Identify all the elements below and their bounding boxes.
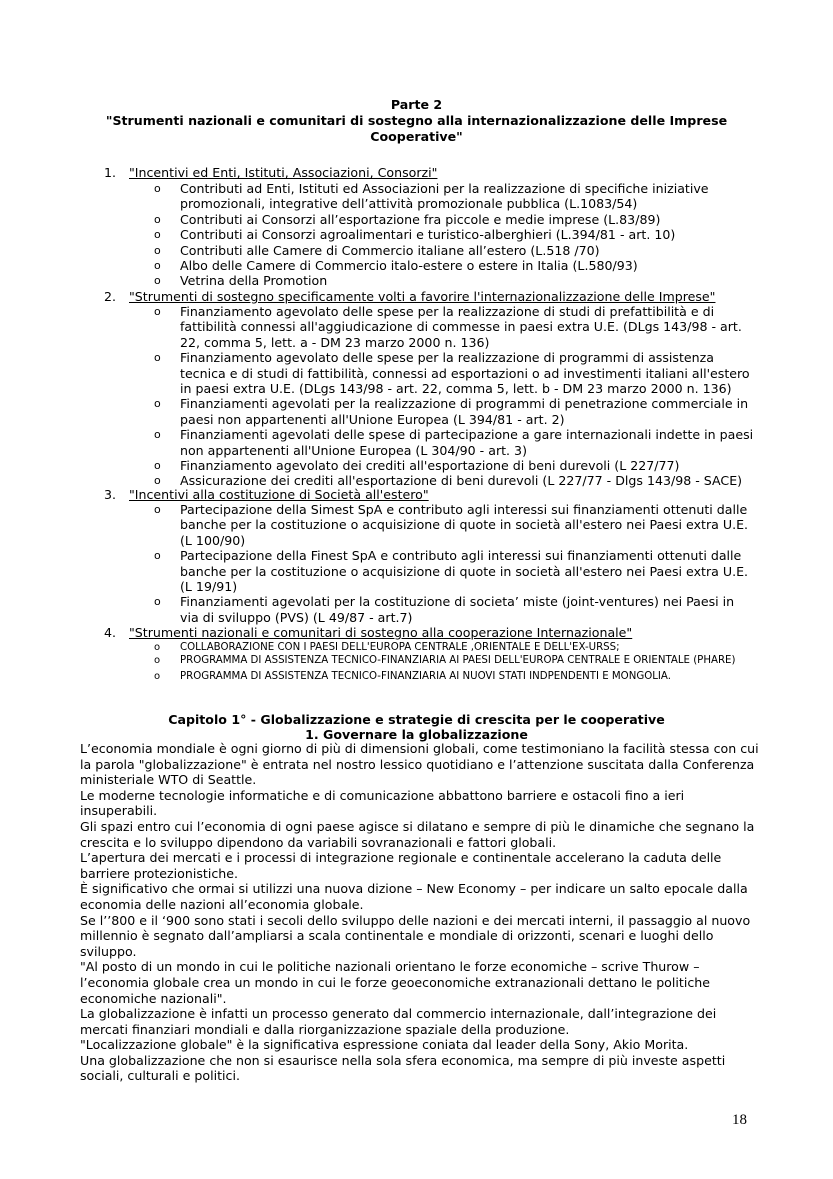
paragraph: Se l’’800 e il ‘900 sono stati i secoli dello sviluppo delle nazioni e dei mercati interni, il passaggio al nuovo millennio è segnato dall’ampliarsi a scala continentale e mondiale di orizzonti, scenari e luoghi dello sviluppo. [80,912,751,959]
chapter-body [80,741,761,1084]
list-item: o Finanziamento agevolato delle spese per la realizzazione di studi di prefattibilità e di fattibilità connessi all'aggiudicazione di commesse in paesi extra U.E. (DLgs 143/98 - art. 22, comma 5, lett. a - DM 23 marzo 2000 n. 136) [180,304,756,350]
section-2-list [180,304,756,489]
list-item: o Partecipazione della Finest SpA e contributo agli interessi sui finanziamenti ottenuti dalle banche per la costituzione o acquisizione di quote in società all'estero nei Paesi extra U.E. (L 19/91) [180,548,756,594]
section-number: 3. [104,487,117,502]
section-title-text: "Incentivi ed Enti, Istituti, Associazioni, Consorzi" [129,165,438,180]
section-title-text: "Strumenti di sostegno specificamente volti a favorire l'internazionalizzazione delle Imprese" [129,289,716,304]
section-title-text: "Strumenti nazionali e comunitari di sostegno alla cooperazione Internazionale" [129,625,633,640]
page-number: 18 [732,1112,747,1128]
chapter-title: Capitolo 1° - Globalizzazione e strategie di crescita per le cooperative [168,712,665,727]
section-3-list [180,502,756,625]
list-item: o Albo delle Camere di Commercio italo-estere o estere in Italia (L.580/93) [180,258,756,273]
list-item: o Finanziamento agevolato dei crediti all'esportazione di beni durevoli (L 227/77) [180,458,756,473]
list-item: o Partecipazione della Simest SpA e contributo agli interessi sui finanziamenti ottenuti dalle banche per la costituzione o acquisizione di quote in società all'estero nei Paesi extra U.E. (L 100/90) [180,502,756,548]
section-number: 2. [104,289,117,304]
paragraph: "Localizzazione globale" è la significativa espressione coniata dal leader della Sony, Akio Morita. [80,1037,689,1053]
section-number: 4. [104,625,117,640]
list-item: o Contributi ai Consorzi agroalimentari e turistico-alberghieri (L.394/81 - art. 10) [180,227,756,242]
paragraph: È significativo che ormai si utilizzi una nuova dizione – New Economy – per indicare un salto epocale dalla economia delle nazioni all’economia globale. [80,881,748,912]
section-number: 1. [104,165,117,180]
list-item: o Finanziamento agevolato delle spese per la realizzazione di programmi di assistenza tecnica e di studi di fattibilità, connessi ad esportazioni o ad investimenti italiani all'estero in paesi extra U.E. (DLgs 143/98 - art. 22, comma 5, lett. b - DM 23 marzo 2000 n. 136) [180,350,756,396]
list-item: o PROGRAMMA DI ASSISTENZA TECNICO-FINANZIARIA AI NUOVI STATI INDPENDENTI E MONGOLIA. [180,671,756,684]
list-item: o Finanziamenti agevolati per la realizzazione di programmi di penetrazione commerciale in paesi non appartenenti all'Unione Europea (L 394/81 - art. 2) [180,396,756,427]
list-item: o COLLABORAZIONE CON I PAESI DELL'EUROPA CENTRALE ,ORIENTALE E DELL'EX-URSS; [180,642,756,655]
list-item: o Contributi ad Enti, Istituti ed Associazioni per la realizzazione di specifiche iniziative promozionali, integrative dell’attività promozionale pubblica (L.1083/54) [180,181,756,212]
list-item: o Vetrina della Promotion [180,273,756,288]
paragraph: Una globalizzazione che non si esaurisce nella sola sfera economica, ma sempre di più investe aspetti sociali, culturali e politici. [80,1052,726,1084]
section-title-text: "Incentivi alla costituzione di Società all'estero" [129,487,429,502]
section-1-list [180,181,756,289]
paragraph: Le moderne tecnologie informatiche e di comunicazione abbattono barriere e ostacoli fino a ieri insuperabili. [80,787,685,819]
chapter-heading [80,712,753,742]
chapter-subtitle: 1. Governare la globalizzazione [305,727,528,742]
list-item: o Finanziamenti agevolati delle spese di partecipazione a gare internazionali indette in paesi non appartenenti all'Unione Europea (L 304/90 - art. 3) [180,427,756,458]
section-4-list [180,642,756,684]
list-item: o Assicurazione dei crediti all'esportazione di beni durevoli (L 227/77 - Dlgs 143/98 - SACE) [180,473,756,488]
paragraph: L’economia mondiale è ogni giorno di più di dimensioni globali, come testimoniano la facilità stessa con cui la parola "globalizzazione" è entrata nel nostro lessico quotidiano e l’attenzione suscitata dalla Conferenza ministeriale WTO di Seattle. [80,741,759,788]
paragraph: La globalizzazione è infatti un processo generato dal commercio internazionale, dall’integrazione dei mercati finanziari mondiali e dalla riorganizzazione spaziale della produzione. [80,1006,717,1037]
list-item: o PROGRAMMA DI ASSISTENZA TECNICO-FINANZIARIA AI PAESI DELL'EUROPA CENTRALE E ORIENTALE (PHARE) [180,655,756,668]
list-item: o Finanziamenti agevolati per la costituzione di societa’ miste (joint-ventures) nei Paesi in via di sviluppo (PVS) (L 49/87 - art.7) [180,594,756,625]
list-item: o Contributi ai Consorzi all’esportazione fra piccole e medie imprese (L.83/89) [180,212,756,227]
paragraph: L’apertura dei mercati e i processi di integrazione regionale e continentale accelerano la caduta delle barriere protezionistiche. [80,850,722,881]
part-label: Parte 2 [390,97,443,112]
paragraph: "Al posto di un mondo in cui le politiche nazionali orientano le forze economiche – scrive Thurow – l’economia globale crea un mondo in cui le forze geoeconomiche extranazionali dettano le politiche economiche nazionali". [80,959,710,1006]
paragraph: Gli spazi entro cui l’economia di ogni paese agisce si dilatano e sempre di più le dinamiche che segnano la crescita e lo sviluppo dipendono da variabili sovranazionali e fattori globali. [80,818,755,850]
list-item: o Contributi alle Camere di Commercio italiane all’estero (L.518 /70) [180,243,756,258]
part-heading [80,97,753,145]
part-title: "Strumenti nazionali e comunitari di sostegno alla internazionalizzazione delle Imprese Cooperative" [105,113,728,144]
